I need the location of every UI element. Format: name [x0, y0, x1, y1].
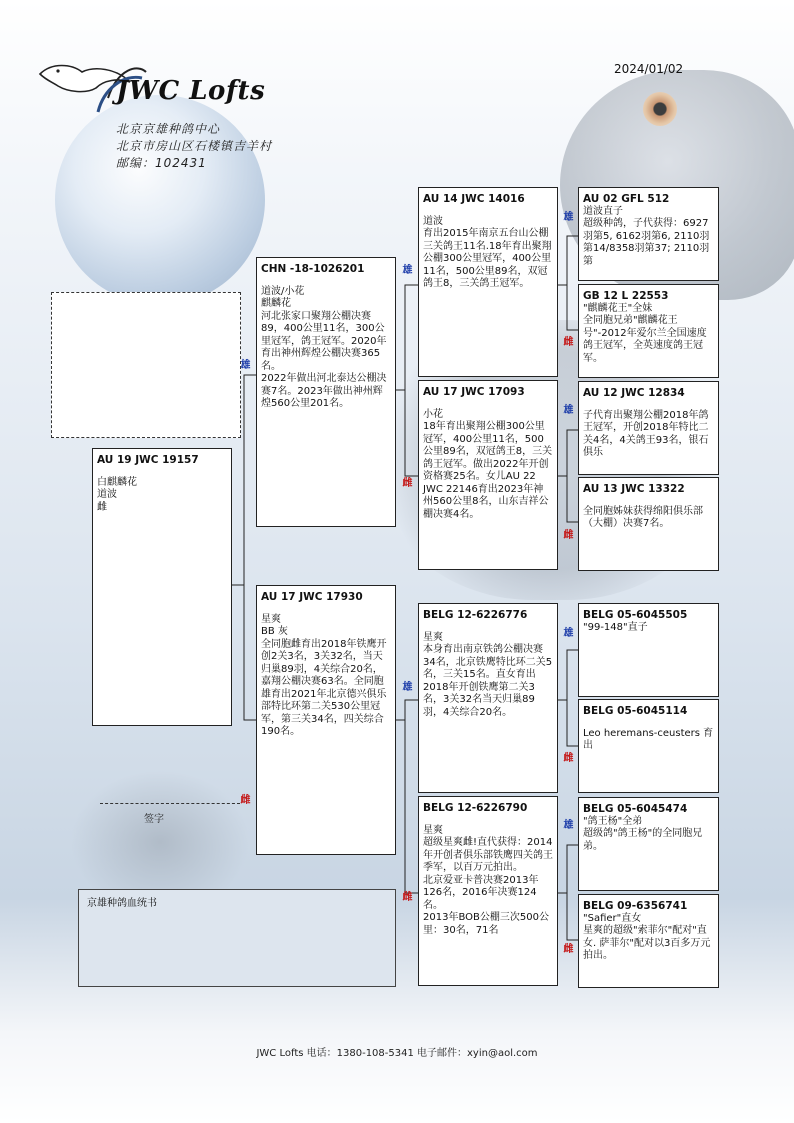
male-marker: 雄: [402, 265, 413, 276]
granddam-paternal-card: [418, 380, 558, 570]
pedigree-text: "99-148"直子: [583, 621, 648, 633]
pedigree-text: 全同胞姊妹获得绵阳俱乐部（大棚）决赛7名。: [583, 505, 703, 529]
granddam-maternal-card: [418, 796, 558, 986]
great-grandparent-card-4: [578, 477, 719, 571]
ring-number: BELG 05-6045474: [583, 803, 688, 815]
male-marker: 雄: [402, 682, 413, 693]
grandsire-paternal-card: [418, 187, 558, 377]
female-marker: 雌: [563, 753, 574, 764]
ring-number: BELG 12-6226776: [423, 609, 528, 621]
grandsire-maternal-card: [418, 603, 558, 793]
great-grandparent-card-6: [578, 699, 719, 793]
sire-card: [256, 257, 396, 527]
ring-number: BELG 05-6045505: [583, 609, 688, 621]
male-marker: 雄: [563, 212, 574, 223]
signature-label: 签字: [144, 814, 164, 825]
pedigree-text: Leo heremans-ceusters 育出: [583, 727, 714, 751]
signature-line: [100, 803, 240, 804]
address-line-2: 北京市房山区石楼镇吉羊村: [116, 139, 273, 153]
brand-logo-text: JWC Lofts: [116, 76, 266, 106]
female-marker: 雌: [563, 337, 574, 348]
female-marker: 雌: [240, 795, 251, 806]
pedigree-text: 道波/小花 麒麟花 河北张家口聚翔公棚决赛89，400公里11名，300公里冠军，鸽王冠军。2020年育出神州辉煌公棚决赛365名。 2022年做出河北泰达公棚决赛7名。2023年做出神州辉煌560公里201名。: [261, 285, 387, 409]
postcode-line: 邮编：102431: [116, 156, 207, 170]
pedigree-text: 道波 育出2015年南京五台山公棚三关鸽王11名.18年育出聚翔公棚300公里冠军，400公里11名，500公里89名，双冠鸽王8，三关鸽王冠军。: [423, 215, 552, 289]
male-marker: 雄: [240, 360, 251, 371]
ring-number: BELG 12-6226790: [423, 802, 528, 814]
note-title: 京雄种鸽血统书: [87, 898, 157, 909]
ring-number: BELG 09-6356741: [583, 900, 688, 912]
pedigree-text: 星爽 BB 灰 全同胞雌育出2018年铁鹰开创2关3名，3关32名，当天归巢89羽，4关综合20名，嘉翔公棚决赛63名。全同胞雄育出2021年北京德兴俱乐部特比环第二关530公里冠军，第三关34名，四关综合190名。: [261, 613, 387, 737]
pedigree-text: 白麒麟花 道波 雌: [97, 476, 137, 513]
pedigree-text: 道波直子 超级种鸽，子代获得：6927羽第5, 6162羽第6, 2110羽第14/8358羽第37; 2110羽第: [583, 205, 710, 267]
male-marker: 雄: [563, 820, 574, 831]
ring-number: BELG 05-6045114: [583, 705, 688, 717]
ring-number: AU 14 JWC 14016: [423, 193, 525, 205]
ring-number: AU 12 JWC 12834: [583, 387, 685, 399]
great-grandparent-card-8: [578, 894, 719, 988]
ring-number: AU 17 JWC 17930: [261, 591, 363, 603]
pedigree-text: "麒麟花王"全妹 全同胞兄弟"麒麟花王号"-2012年爱尔兰全国速度鸽王冠军，全英速度鸽王冠军。: [583, 302, 707, 364]
female-marker: 雌: [402, 892, 413, 903]
great-grandparent-card-2: [578, 284, 719, 378]
pedigree-text: 小花 18年育出聚翔公棚300公里冠军，400公里11名，500公里89名，双冠鸽王8，三关鸽王冠军。做出2022年开创资格赛25名。女儿AU 22 JWC 22146育出2023年神州560公里8名，山东吉祥公棚决赛4名。: [423, 408, 553, 520]
ring-number: GB 12 L 22553: [583, 290, 669, 302]
great-grandparent-card-1: [578, 187, 719, 281]
pedigree-text: "Safier"直女 星爽的超级"索菲尔"配对"直女. 萨菲尔"配对以3百多万元拍出。: [583, 912, 711, 961]
pedigree-text: 星爽 超级星爽雌!直代获得：2014年开创者俱乐部铁鹰四关鸽王季军，以百万元拍出。 北京爱亚卡普决赛2013年126名，2016年决赛124名。 2013年BOB公棚三次500公里：30名，71名: [423, 824, 553, 936]
dam-card: [256, 585, 396, 855]
male-marker: 雄: [563, 405, 574, 416]
ring-number: AU 17 JWC 17093: [423, 386, 525, 398]
male-marker: 雄: [563, 628, 574, 639]
date-label: 2024/01/02: [614, 62, 684, 76]
great-grandparent-card-3: [578, 381, 719, 475]
great-grandparent-card-7: [578, 797, 719, 891]
ring-number: AU 02 GFL 512: [583, 193, 670, 205]
photo-placeholder[interactable]: [51, 292, 241, 438]
address-line-1: 北京京雄种鸽中心: [116, 122, 221, 136]
pedigree-text: 子代育出聚翔公棚2018年鸽王冠军，开创2018年特比二关4名，4关鸽王93名，银石俱乐: [583, 409, 709, 458]
great-grandparent-card-5: [578, 603, 719, 697]
subject-card: [92, 448, 232, 726]
ring-number: AU 13 JWC 13322: [583, 483, 685, 495]
female-marker: 雌: [402, 478, 413, 489]
ring-number: CHN -18-1026201: [261, 263, 365, 275]
contact-footer: JWC Lofts 电话：1380-108-5341 电子邮件：xyin@aol.com: [256, 1048, 538, 1059]
pedigree-text: 星爽 本身育出南京铁鸽公棚决赛34名，北京铁鹰特比环二关5名，三关15名。直女育出2018年开创铁鹰第二关3名，3关32名当天归巢89羽，4关综合20名。: [423, 631, 553, 718]
ring-number: AU 19 JWC 19157: [97, 454, 199, 466]
female-marker: 雌: [563, 530, 574, 541]
pedigree-text: "鸽王杨"全弟 超级鸽"鸽王杨"的全同胞兄弟。: [583, 815, 703, 852]
female-marker: 雌: [563, 944, 574, 955]
pedigree-note-box[interactable]: [78, 889, 396, 987]
